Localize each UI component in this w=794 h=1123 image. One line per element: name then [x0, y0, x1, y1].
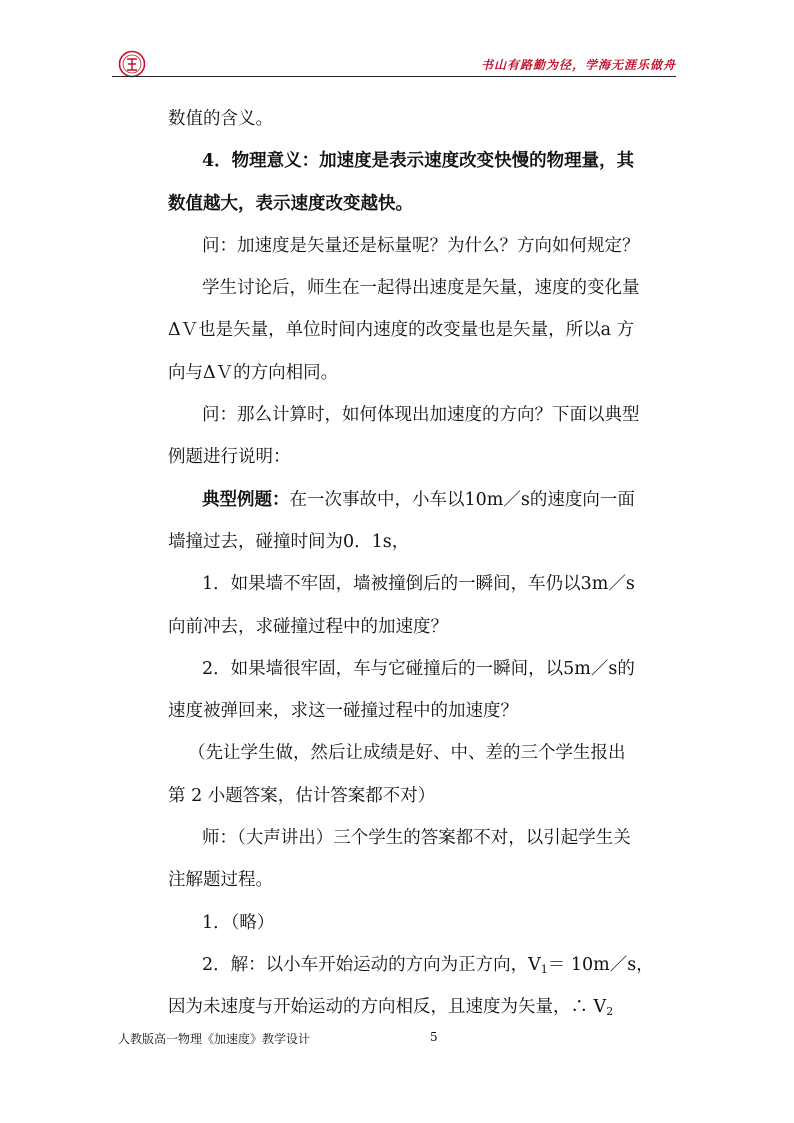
- page-number: 5: [430, 1030, 438, 1044]
- text-line: 数值越大，表示速度改变越快。: [168, 193, 413, 214]
- text-line: 第 2 小题答案，估计答案都不对）: [168, 785, 436, 806]
- text-line: 4．物理意义：加速度是表示速度改变快慢的物理量，其: [202, 151, 635, 172]
- solution-text: 2．解：以小车开始运动的方向为正方向，V: [202, 954, 541, 975]
- text-line: （先让学生做，然后让成绩是好、中、差的三个学生报出: [188, 743, 626, 764]
- v1-subscript: 1: [540, 962, 548, 976]
- text-line: 向与ΔＶ的方向相同。: [168, 362, 339, 383]
- text-line: [168, 944, 668, 986]
- v2-subscript: 2: [606, 1005, 614, 1019]
- text-line: 师：（大声讲出）三个学生的答案都不对，以引起学生关: [202, 828, 631, 849]
- text-line: 2．如果墙很牢固，车与它碰撞后的一瞬间，以5m／s的: [202, 658, 635, 679]
- text-line: 问：加速度是矢量还是标量呢？为什么？方向如何规定？: [202, 235, 640, 256]
- text-line: 1．如果墙不牢固，墙被撞倒后的一瞬间，车仍以3m／s: [202, 574, 635, 595]
- text-line: 1．（略）: [202, 912, 275, 933]
- header-slogan: 书山有路勤为径，学海无涯乐做舟: [480, 58, 676, 72]
- text-line: [168, 986, 668, 1028]
- text-line: [168, 479, 668, 521]
- text-line: 学生讨论后，师生在一起得出速度是矢量，速度的变化量: [202, 278, 640, 299]
- footer-title: 人教版高一物理《加速度》教学设计: [118, 1032, 311, 1046]
- text-line: 速度被弹回来，求这一碰撞过程中的加速度？: [168, 701, 518, 722]
- example-text: 在一次事故中，小车以10m／s的速度向一面: [289, 489, 635, 510]
- document-body: [168, 98, 668, 1029]
- text-line: 墙撞过去，碰撞时间为0．1s，: [168, 531, 410, 552]
- example-label: 典型例题：: [202, 489, 290, 510]
- header-divider: [112, 76, 676, 77]
- v1-value: ＝ 10m／s，: [547, 954, 654, 975]
- text-line: 问：那么计算时，如何体现出加速度的方向？下面以典型: [202, 405, 640, 426]
- text-line: ΔＶ也是矢量，单位时间内速度的改变量也是矢量，所以a 方: [168, 320, 635, 341]
- reason-text: 因为未速度与开始运动的方向相反，且速度为矢量，∴ V: [168, 997, 607, 1018]
- text-line: 例题进行说明：: [168, 447, 291, 468]
- text-line: 数值的含义。: [168, 109, 273, 129]
- text-line: 注解题过程。: [168, 870, 273, 891]
- text-line: 向前冲去，求碰撞过程中的加速度？: [168, 616, 448, 637]
- school-seal-icon: [118, 50, 146, 78]
